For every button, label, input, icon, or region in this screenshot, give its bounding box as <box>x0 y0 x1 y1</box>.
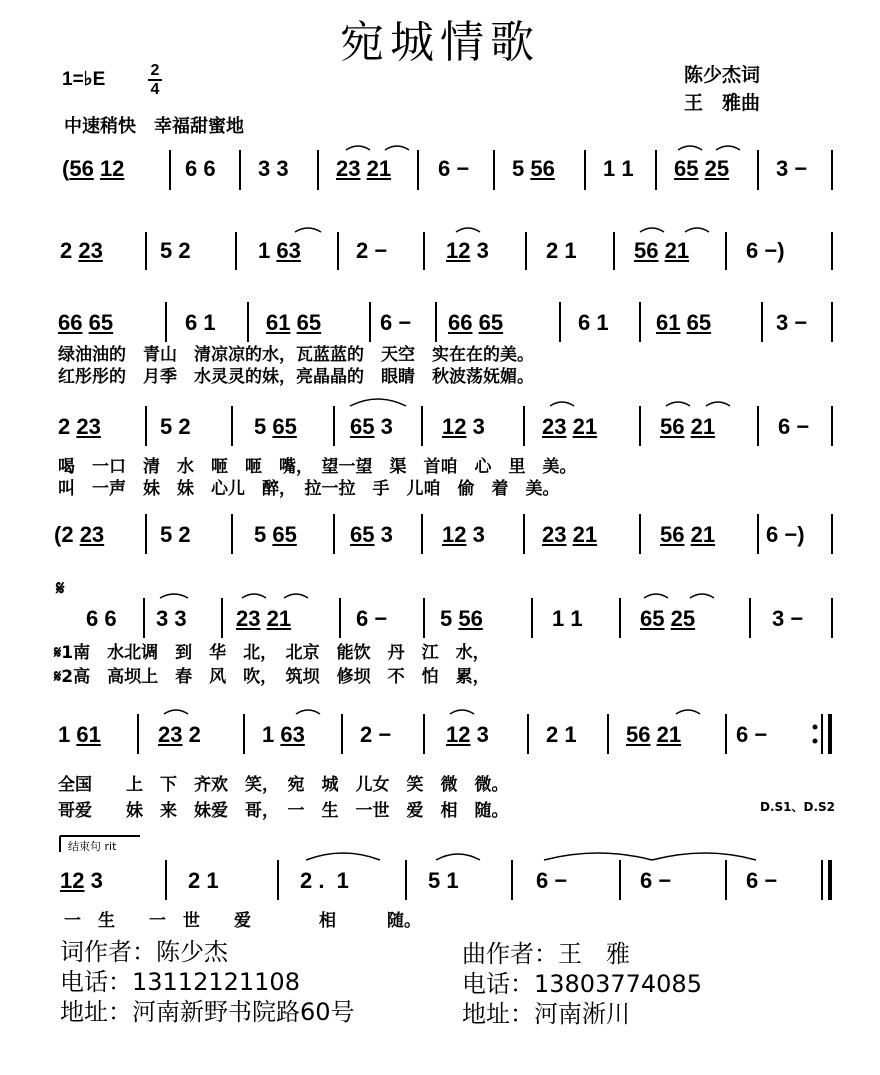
score-row-7-m5: 12 3 <box>446 722 489 747</box>
score-row-2-m2: 5 2 <box>160 238 191 263</box>
score-row-4-m6: 23 21 <box>542 414 598 439</box>
score-row-6-m4: 6 − <box>356 606 388 631</box>
meter-top: 2 <box>150 62 160 79</box>
score-row-7-m8: 6 − <box>736 722 768 747</box>
score-row-8-m1: 12 3 <box>60 868 103 893</box>
score-row-3-m5: 66 65 <box>448 310 504 335</box>
composer-credit: 王 雅曲 <box>684 92 761 114</box>
lyrics-row-6-verse-2: 𝄋2高 高坝上 春 风 吹， 筑坝 修坝 不 怕 累， <box>54 667 490 687</box>
lyrics-row-4-verse-1: 喝 一口 清 水 咂 咂 嘴， 望一望 渠 首咱 心 里 美。 <box>58 457 577 477</box>
score-row-7-m2: 23 2 <box>158 722 201 747</box>
score-row-5-m7: 56 21 <box>660 522 716 547</box>
score-row-1-m7: 1 1 <box>603 156 634 181</box>
score-row-5-m2: 5 2 <box>160 522 191 547</box>
score-row-3-m1: 66 65 <box>58 310 114 335</box>
score-row-6-m8: 3 − <box>772 606 804 631</box>
lyrics-row-6-verse-1: 𝄋1南 水北调 到 华 北， 北京 能饮 丹 江 水， <box>54 643 490 663</box>
score-row-1-m4: 23 21 <box>336 156 392 181</box>
meter-bottom: 4 <box>150 81 160 98</box>
lyrics-row-4-verse-2: 叫 一声 妹 妹 心儿 醉， 拉一拉 手 儿咱 偷 着 美。 <box>58 479 560 499</box>
score-row-8-m4: 5 1 <box>428 868 459 893</box>
score-row-2-m7: 56 21 <box>634 238 690 263</box>
score-row-3-m6: 6 1 <box>578 310 609 335</box>
score-row-1-m5: 6 − <box>438 156 470 181</box>
lyrics-row-7-verse-1: 全国 上 下 齐欢 笑， 宛 城 儿女 笑 微 微。 <box>58 775 509 795</box>
score-row-4-m4: 65 3 <box>350 414 393 439</box>
lyricist-credit: 陈少杰词 <box>684 64 761 86</box>
score-row-2-m5: 12 3 <box>446 238 489 263</box>
score-row-7-m1: 1 61 <box>58 722 101 747</box>
score-row-1-m8: 65 25 <box>674 156 730 181</box>
score-row-5-m3: 5 65 <box>254 522 297 547</box>
footer-lyricist-address: 地址：河南新野书院路60号 <box>60 998 355 1026</box>
key-signature: 1=♭E <box>62 69 106 90</box>
score-row-6-m5: 5 56 <box>440 606 483 631</box>
lyrics-row-7-verse-2: 哥爱 妹 来 妹爱 哥， 一 生 一世 爱 相 随。 <box>58 801 509 821</box>
score-row-1-m9: 3 − <box>776 156 808 181</box>
score-row-1-cont: 6 6 <box>185 156 216 181</box>
score-row-7-m4: 2 − <box>360 722 392 747</box>
score-row-6-m2: 3 3 <box>156 606 187 631</box>
score-row-1-m6: 5 56 <box>512 156 555 181</box>
score-row-1: (56 12 <box>62 156 125 181</box>
score-row-5-m8: 6 −) <box>766 522 805 547</box>
lyrics-row-3-verse-1: 绿油油的 青山 清凉凉的水，瓦蓝蓝的 天空 实在在的美。 <box>58 345 534 365</box>
footer-lyricist: 词作者：陈少杰 <box>60 938 228 966</box>
score-row-8-m3: 2 . 1 <box>300 868 349 893</box>
dal-segno-mark: D.S1、D.S2 <box>760 800 836 814</box>
score-row-6-m6: 1 1 <box>552 606 583 631</box>
score-row-4-m7: 56 21 <box>660 414 716 439</box>
score-row-3-m3: 61 65 <box>266 310 322 335</box>
footer-composer-phone: 电话：13803774085 <box>462 970 702 998</box>
score-row-8-m2: 2 1 <box>188 868 219 893</box>
time-signature <box>146 62 164 98</box>
score-row-1-m3: 3 3 <box>258 156 289 181</box>
footer-composer-address: 地址：河南淅川 <box>462 1000 630 1028</box>
score-row-7-m7: 56 21 <box>626 722 682 747</box>
footer-composer: 曲作者：王 雅 <box>462 940 630 968</box>
score-row-4-m5: 12 3 <box>442 414 485 439</box>
score-row-6-m1: 6 6 <box>86 606 117 631</box>
score-row-4-m3: 5 65 <box>254 414 297 439</box>
tempo-marking: 中速稍快 幸福甜蜜地 <box>64 116 244 137</box>
ending-label: 结束句 rit <box>68 840 117 853</box>
score-row-2-m3: 1 63 <box>258 238 301 263</box>
footer-lyricist-phone: 电话：13112121108 <box>60 968 300 996</box>
score-row-6-m3: 23 21 <box>236 606 292 631</box>
score-row-3-m4: 6 − <box>380 310 412 335</box>
score-row-5-m5: 12 3 <box>442 522 485 547</box>
score-row-6-m7: 65 25 <box>640 606 696 631</box>
song-title: 宛城情歌 <box>340 17 540 68</box>
lyrics-row-8: 一 生 一 世 爱 相 随。 <box>64 911 421 931</box>
score-row-4-m2: 5 2 <box>160 414 191 439</box>
score-row-8-m7: 6 − <box>746 868 778 893</box>
score-row-2-m4: 2 − <box>356 238 388 263</box>
lyrics-row-3-verse-2: 红彤彤的 月季 水灵灵的妹，亮晶晶的 眼睛 秋波荡妩媚。 <box>58 367 534 387</box>
score-row-5-m6: 23 21 <box>542 522 598 547</box>
score-row-8-m5: 6 − <box>536 868 568 893</box>
score-row-2-m1: 2 23 <box>60 238 103 263</box>
score-row-3-m2: 6 1 <box>185 310 216 335</box>
score-row-7-m6: 2 1 <box>546 722 577 747</box>
score-row-2-m6: 2 1 <box>546 238 577 263</box>
score-row-7-m3: 1 63 <box>262 722 305 747</box>
score-row-4-m1: 2 23 <box>58 414 101 439</box>
segno-sign: 𝄋 <box>56 576 65 600</box>
score-row-2-m8: 6 −) <box>746 238 785 263</box>
score-row-8-m6: 6 − <box>640 868 672 893</box>
score-row-5-m4: 65 3 <box>350 522 393 547</box>
score-row-4-m8: 6 − <box>778 414 810 439</box>
score-row-3-m7: 61 65 <box>656 310 712 335</box>
score-row-3-m8: 3 − <box>776 310 808 335</box>
score-row-5-m1: (2 23 <box>54 522 105 547</box>
